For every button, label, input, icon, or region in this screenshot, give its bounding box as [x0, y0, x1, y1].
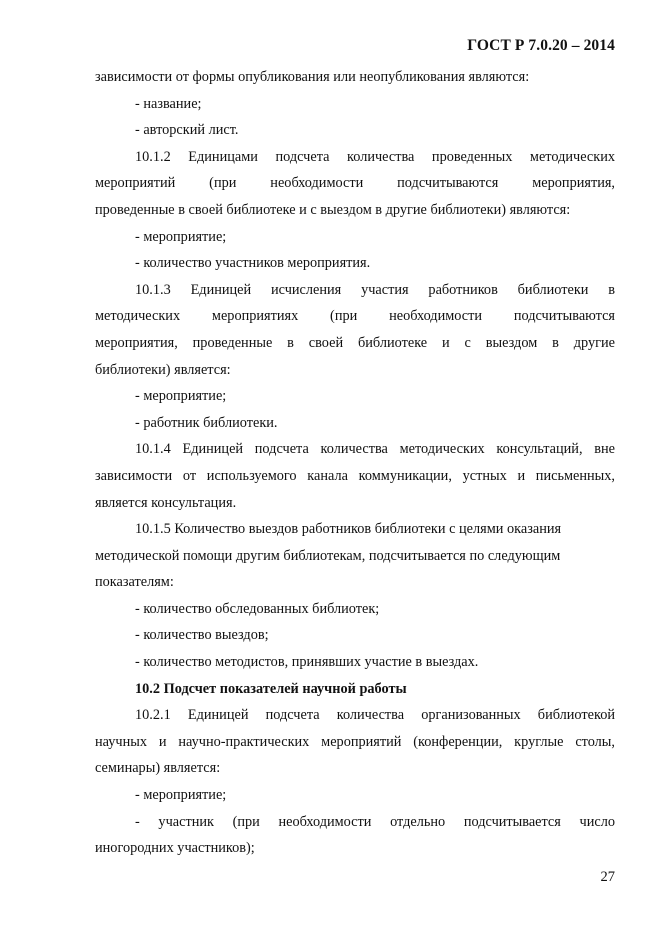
- list-item: - авторский лист.: [135, 122, 239, 139]
- list-item: - мероприятие;: [135, 787, 227, 804]
- section-heading: 10.2 Подсчет показателей научной работы: [135, 680, 407, 697]
- document-header: ГОСТ Р 7.0.20 – 2014: [467, 37, 615, 54]
- list-item: - количество выездов;: [135, 627, 269, 644]
- list-item: - количество обследованных библиотек;: [135, 600, 380, 617]
- page-number: 27: [600, 869, 615, 885]
- paragraph-line: мероприятий (при необходимости подсчитываются мероприятия,: [95, 175, 615, 192]
- list-item: - мероприятие;: [135, 228, 227, 245]
- text-line: зависимости от формы опубликования или неопубликования являются:: [95, 69, 530, 85]
- list-item: - количество участников мероприятия.: [135, 255, 371, 272]
- paragraph-line: проведенные в своей библиотеке и с выездом в другие библиотеки) являются:: [95, 201, 571, 218]
- paragraph-line: показателям:: [95, 574, 174, 591]
- paragraph-line: 10.2.1 Единицей подсчета количества организованных библиотекой: [135, 707, 615, 724]
- document-body: [95, 64, 615, 862]
- paragraph-line: методической помощи другим библиотекам, подсчитывается по следующим: [95, 547, 561, 564]
- paragraph-line: библиотеки) является:: [95, 361, 231, 378]
- list-item: - количество методистов, принявших участие в выездах.: [135, 654, 479, 671]
- list-item: - мероприятие;: [135, 388, 227, 405]
- paragraph-line: методических мероприятиях (при необходимости подсчитываются: [95, 308, 615, 325]
- paragraph-line: иногородних участников);: [95, 840, 255, 857]
- list-item: - участник (при необходимости отдельно подсчитывается число: [135, 813, 615, 830]
- list-item: - название;: [135, 95, 202, 112]
- paragraph-line: 10.1.3 Единицей исчисления участия работников библиотеки в: [135, 281, 615, 298]
- paragraph-line: зависимости от используемого канала коммуникации, устных и письменных,: [95, 467, 615, 484]
- paragraph-line: является консультация.: [95, 494, 237, 511]
- paragraph-line: семинары) является:: [95, 760, 221, 777]
- paragraph-line: 10.1.2 Единицами подсчета количества проведенных методических: [135, 148, 615, 165]
- paragraph-line: 10.1.4 Единицей подсчета количества методических консультаций, вне: [135, 441, 615, 458]
- paragraph-line: научных и научно-практических мероприятий (конференции, круглые столы,: [95, 733, 615, 750]
- list-item: - работник библиотеки.: [135, 414, 278, 431]
- paragraph-line: 10.1.5 Количество выездов работников библиотеки с целями оказания: [135, 521, 562, 538]
- paragraph-line: мероприятия, проведенные в своей библиотеке и с выездом в другие: [95, 334, 615, 351]
